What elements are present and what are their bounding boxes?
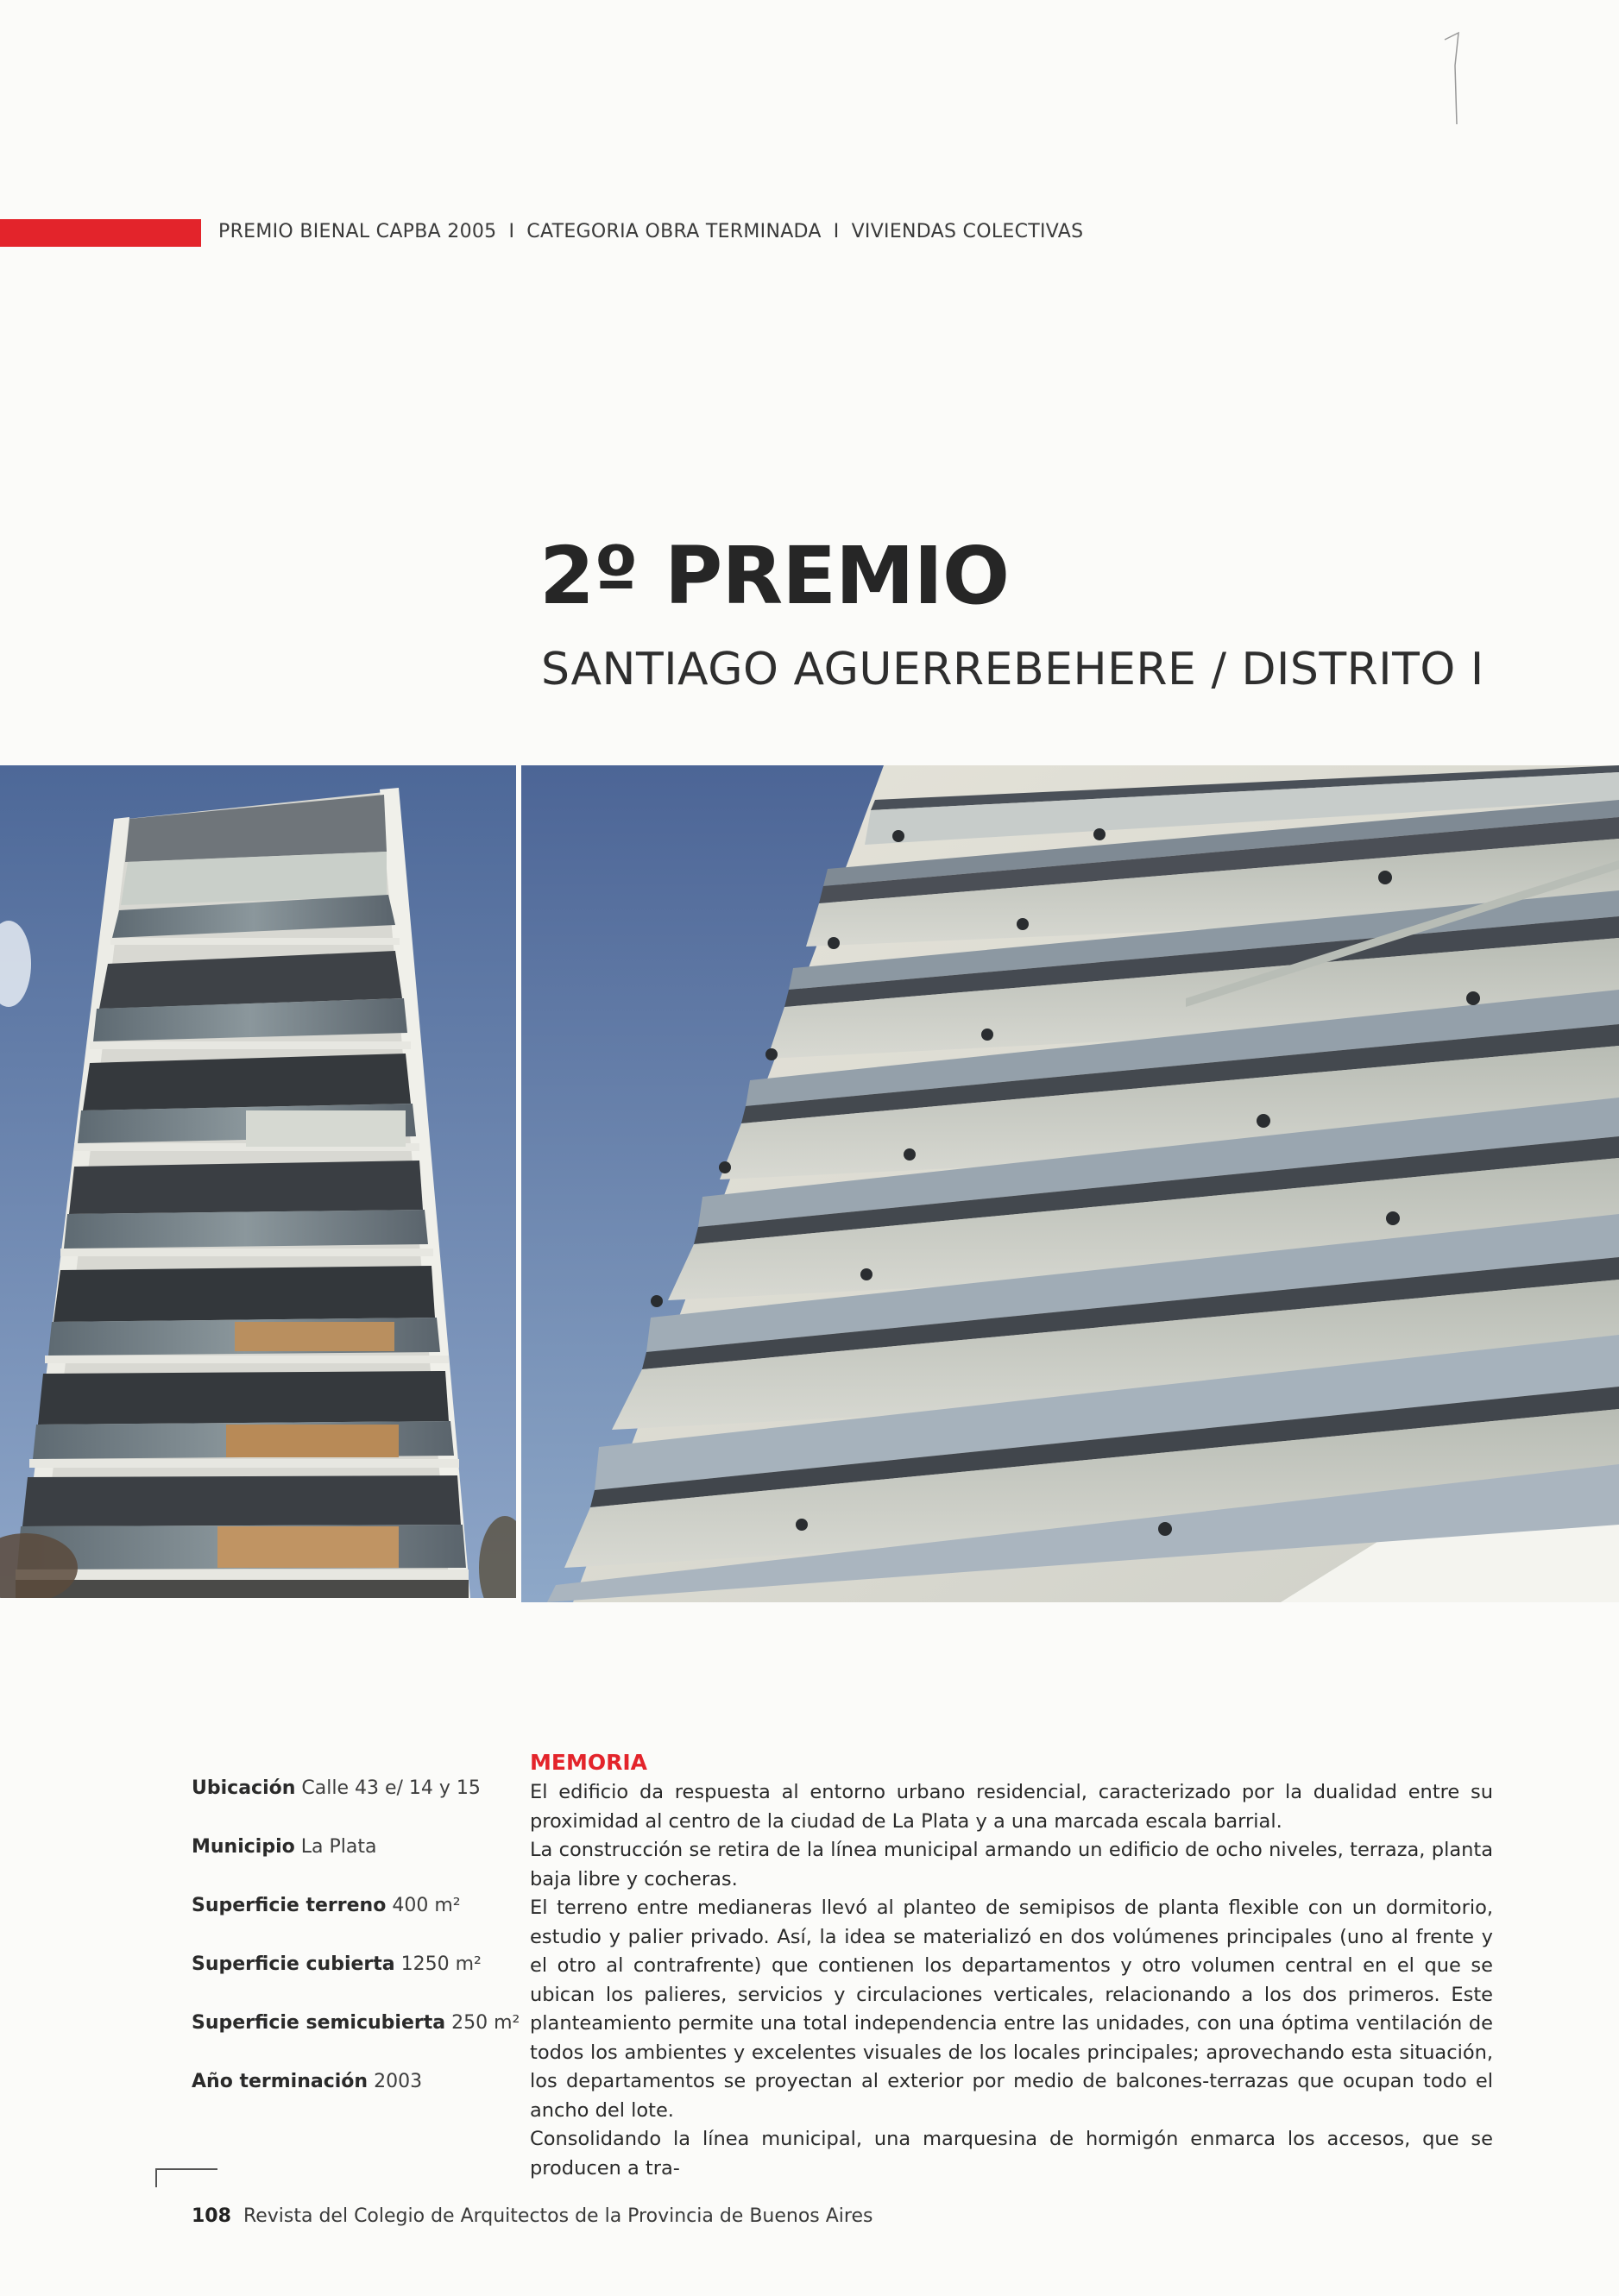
memoria-paragraph: El edificio da respuesta al entorno urbano residencial, caracterizado por la dualidad entre su proximidad al centro de la ciudad de La Plata y a una marcada escala barrial. xyxy=(530,1781,1493,1833)
spec-superficie-semicubierta xyxy=(192,2012,520,2071)
memoria-title: MEMORIA xyxy=(530,1750,647,1775)
header-separator: I xyxy=(508,221,515,242)
spec-label: Ubicación xyxy=(192,1777,296,1799)
spec-value: 2003 xyxy=(374,2071,423,2092)
spec-superficie-cubierta xyxy=(192,1953,520,2012)
header-item-category: CATEGORIA OBRA TERMINADA xyxy=(526,221,822,242)
page-number: 108 xyxy=(192,2205,231,2227)
spec-ano-terminacion xyxy=(192,2071,520,2129)
project-specs xyxy=(192,1777,520,2129)
building-front-photo xyxy=(0,765,516,1598)
spec-value: 250 m² xyxy=(451,2012,520,2034)
memoria-paragraph: Consolidando la línea municipal, una marquesina de hormigón enmarca los accesos, que se producen a tra- xyxy=(530,2128,1493,2180)
pencil-mark-icon xyxy=(1443,31,1469,126)
spec-ubicacion xyxy=(192,1777,520,1836)
spec-value: La Plata xyxy=(300,1836,377,1858)
spec-label: Año terminación xyxy=(192,2071,369,2092)
spec-municipio xyxy=(192,1836,520,1895)
page-footer xyxy=(192,2205,872,2227)
spec-value: 1250 m² xyxy=(400,1953,482,1975)
spec-label: Superficie cubierta xyxy=(192,1953,395,1975)
footer-corner-mark xyxy=(155,2168,217,2187)
memoria-section xyxy=(530,1750,1493,2183)
header-accent-bar xyxy=(0,219,201,247)
spec-label: Municipio xyxy=(192,1836,295,1858)
spec-superficie-terreno xyxy=(192,1895,520,1953)
header-item-type: VIVIENDAS COLECTIVAS xyxy=(851,221,1084,242)
award-title: 2º PREMIO xyxy=(539,530,1010,622)
building-balconies-photo xyxy=(521,765,1619,1602)
spec-value: 400 m² xyxy=(392,1895,461,1916)
memoria-body xyxy=(530,1778,1493,2183)
header-item-award: PREMIO BIENAL CAPBA 2005 xyxy=(218,221,497,242)
spec-value: Calle 43 e/ 14 y 15 xyxy=(301,1777,481,1799)
publication-name: Revista del Colegio de Arquitectos de la Provincia de Buenos Aires xyxy=(243,2205,873,2227)
award-subtitle: SANTIAGO AGUERREBEHERE / DISTRITO I xyxy=(541,644,1484,695)
spec-label: Superficie terreno xyxy=(192,1895,387,1916)
memoria-paragraph: La construcción se retira de la línea municipal armando un edificio de ocho niveles, terraza, planta baja libre y cocheras. xyxy=(530,1839,1493,1890)
memoria-paragraph: El terreno entre medianeras llevó al planteo de semipisos de planta flexible con un dormitorio, estudio y palier privado. Así, la idea se materializó en dos volúmenes principales (uno al frente y el otro al contrafrente) que contienen los departamentos y otro volumen central en el que se ubican los palieres, servicios y circulaciones verticales, relacionando a los dos primeros. Este planteamiento permite una total independencia entre las unidades, con una óptima ventilación de todos los ambientes y excelentes visuales de los locales principales; aprovechando esta situación, los departamentos se proyectan al exterior por medio de balcones-terrazas que ocupan todo el ancho del lote. xyxy=(530,1897,1493,2122)
header-separator: I xyxy=(833,221,840,242)
section-header xyxy=(218,221,1083,242)
spec-label: Superficie semicubierta xyxy=(192,2012,446,2034)
